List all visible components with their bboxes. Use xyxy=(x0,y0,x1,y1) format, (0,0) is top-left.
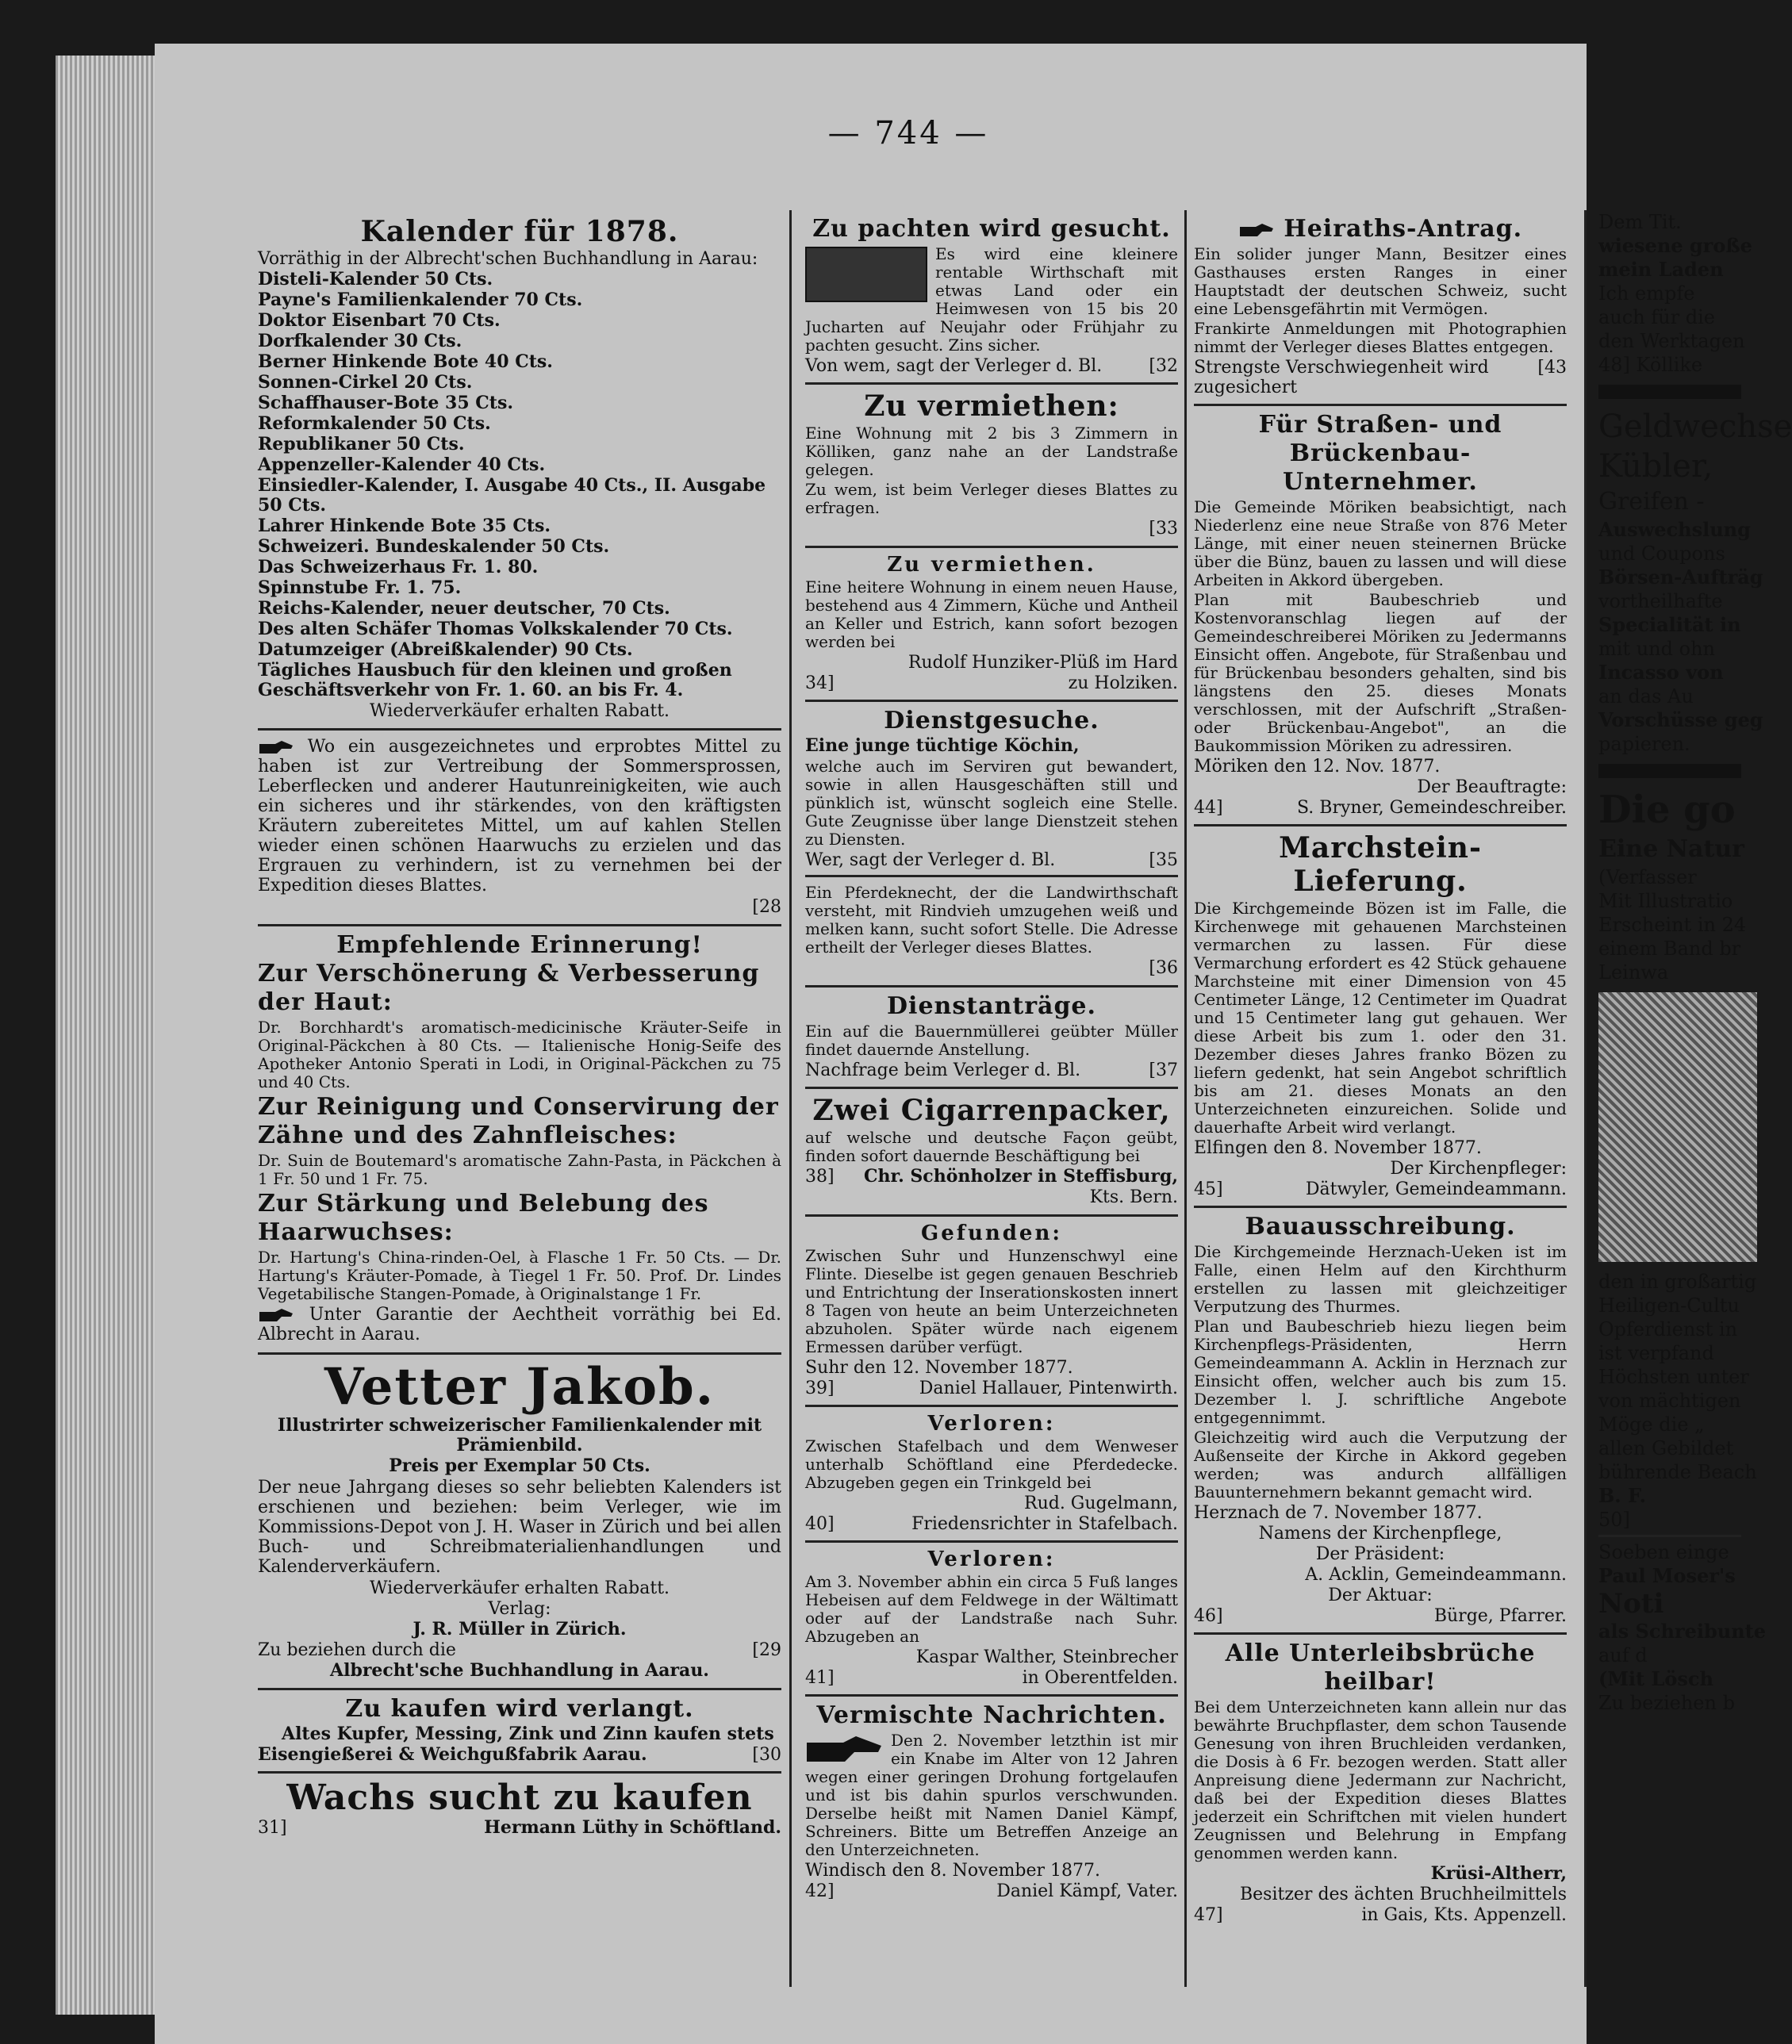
ad-buchhandlung: Albrecht'sche Buchhandlung in Aarau. xyxy=(330,1660,709,1681)
ad-title: Zu vermiethen. xyxy=(887,553,1096,577)
partial-line: und Coupons xyxy=(1598,543,1725,565)
ad-ref: 31] xyxy=(258,1818,287,1838)
ad-title: Bauausschreibung. xyxy=(1245,1213,1516,1241)
ad-title: Zu pachten wird gesucht. xyxy=(812,215,1171,243)
partial-line: Geldwechse xyxy=(1598,408,1792,445)
ad-vermiethen-1 xyxy=(805,385,1178,548)
partial-line: B. F. xyxy=(1598,1484,1646,1507)
ad-ref: [30 xyxy=(752,1745,781,1765)
ad-dienstantraege xyxy=(805,987,1178,1089)
section-text: Dr. Hartung's China-rinden-Oel, à Flasche 1 Fr. 50 Cts. — Dr. Hartung's Kräuter-Pomade, à Tiegel 1 Fr. 50. Prof. Dr. Lindes Vegetabilische Stangen-Pomade, à Originalstange 1 Fr. xyxy=(258,1248,781,1303)
list-item: Des alten Schäfer Thomas Volkskalender 70 Cts. xyxy=(258,619,733,639)
pointing-hand-icon xyxy=(258,739,294,755)
ad-title: Vetter Jakob. xyxy=(324,1357,716,1417)
ad-ref: [28 xyxy=(752,897,781,917)
engraving-illustration xyxy=(1598,992,1757,1262)
list-item: Payne's Familienkalender 70 Cts. xyxy=(258,290,583,310)
ad-text: Zu beziehen durch die xyxy=(258,1640,456,1660)
partial-line: 50] xyxy=(1598,1509,1630,1531)
ad-ref: [43 xyxy=(1537,358,1567,378)
ad-name: Dätwyler, Gemeindeammann. xyxy=(1305,1179,1567,1199)
partial-line: auf d xyxy=(1598,1644,1648,1666)
partial-line: (Verfasser xyxy=(1598,866,1697,888)
ad-firm: Eisengießerei & Weichgußfabrik Aarau. xyxy=(258,1744,647,1765)
ad-title: Wachs sucht zu kaufen xyxy=(286,1777,753,1818)
partial-line: Kübler, xyxy=(1598,448,1713,485)
partial-line: Erscheint in 24 xyxy=(1598,914,1747,936)
ad-title: Marchstein-Lieferung. xyxy=(1279,831,1482,898)
divider xyxy=(1598,764,1741,778)
ad-title: Zwei Cigarrenpacker, xyxy=(812,1094,1171,1127)
ad-strassenbau xyxy=(1194,406,1567,826)
ad-sommersprossen xyxy=(258,731,781,926)
ad-title: Alle Unterleibsbrüche heilbar! xyxy=(1225,1639,1536,1696)
list-item: Sonnen-Cirkel 20 Cts. xyxy=(258,372,473,393)
ad-verloren-2 xyxy=(805,1543,1178,1697)
ad-role: Namens der Kirchenpflege, xyxy=(1258,1524,1502,1544)
ad-text: Wo ein ausgezeichnetes und erprobtes Mittel zu haben ist zur Vertreibung der Sommersprossen, Leberflecken und anderer Hautunreinigkeiten, wie auch ein sicheres und ihr stärkendes, von den kräftigsten Kräutern zubereitetes Mittel, um auf kahlen Stellen wieder einen schönen Haarwuchs zu erzielen und das Ergrauen zu verhindern, ist zu vernehmen bei der Expedition dieses Blattes. xyxy=(258,737,782,895)
list-item: Datumzeiger (Abreißkalender) 90 Cts. xyxy=(258,639,633,660)
ad-ref: 42] xyxy=(805,1881,835,1901)
ad-text: Die Kirchgemeinde Herznach-Ueken ist im Falle, einen Helm auf den Kirchthurm erstellen zu lassen mit gleichzeitiger Verputzung des Thurmes. xyxy=(1194,1242,1567,1316)
ad-footer: Wiederverkäufer erhalten Rabatt. xyxy=(369,701,670,721)
ad-ref: 34] xyxy=(805,673,835,693)
ad-text: Ein Pferdeknecht, der die Landwirthschaft versteht, mit Rindvieh umzugehen weiß und melken kann, sucht sofort Stelle. Die Adresse ertheilt der Verleger dieses Blattes. xyxy=(805,883,1178,957)
ad-ref: [37 xyxy=(1149,1060,1178,1080)
partial-line: Noti xyxy=(1598,1588,1664,1620)
section-heading: Zur Stärkung und Belebung des Haarwuchses: xyxy=(258,1190,709,1246)
ad-name: Krüsi-Altherr, xyxy=(1430,1863,1567,1884)
ad-role: Der Präsident: xyxy=(1315,1544,1445,1564)
list-item: Dorfkalender 30 Cts. xyxy=(258,331,462,351)
ad-name: Daniel Kämpf, Vater. xyxy=(996,1881,1178,1901)
ad-text: Den 2. November letzthin ist mir ein Knabe im Alter von 12 Jahren wegen einer geringen Drohung fortgelaufen und ist bis dahin spurlos verschwunden. Derselbe heißt mit Namen Daniel Kämpf, Schreiners. Bitte um Betreffen Anzeige an den Unterzeichneten. xyxy=(805,1731,1178,1859)
partial-line: vortheilhafte xyxy=(1598,590,1723,612)
ad-text: Unter Garantie der Aechtheit vorräthig bei Ed. Albrecht in Aarau. xyxy=(258,1305,781,1344)
ad-footer: Wer, sagt der Verleger d. Bl. xyxy=(805,850,1056,870)
ad-ref: [35 xyxy=(1149,850,1178,870)
ad-title: Vermischte Nachrichten. xyxy=(816,1701,1167,1729)
column-rule xyxy=(1584,210,1587,1987)
ad-rabatt: Wiederverkäufer erhalten Rabatt. xyxy=(369,1578,670,1598)
ad-title: Zu kaufen wird verlangt. xyxy=(345,1695,694,1723)
partial-line: Greifen - xyxy=(1598,488,1705,516)
ad-place: in Oberentfelden. xyxy=(1022,1668,1178,1688)
partial-line: Ich empfe xyxy=(1598,282,1695,305)
ad-title: Kalender für 1878. xyxy=(360,215,679,248)
ad-ref: 47] xyxy=(1194,1905,1223,1925)
partial-line: Die go xyxy=(1598,788,1736,832)
divider xyxy=(1598,385,1741,399)
section-text: Dr. Borchhardt's aromatisch-medicinische Kräuter-Seife in Original-Päckchen à 80 Cts. — Italienische Honig-Seife des Apotheker Antonio Sperati in Lodi, in Original-Päckchen zu 75 und 40 Cts. xyxy=(258,1018,781,1091)
partial-line: wiesene große xyxy=(1598,234,1752,257)
ad-footer: Nachfrage beim Verleger d. Bl. xyxy=(805,1060,1081,1080)
ad-name: Rud. Gugelmann, xyxy=(1024,1494,1178,1513)
newspaper-page xyxy=(155,44,1792,2044)
ad-date: Suhr den 12. November 1877. xyxy=(805,1358,1073,1378)
column-1 xyxy=(258,210,781,1995)
ad-text: Zwischen Stafelbach und dem Wenweser unterhalb Schöftland eine Pferdedecke. Abzugeben gegen ein Trinkgeld bei xyxy=(805,1436,1178,1492)
ad-place: Friedensrichter in Stafelbach. xyxy=(911,1514,1178,1534)
ad-role: Besitzer des ächten Bruchheilmittels xyxy=(1239,1885,1567,1904)
ad-ref: 40] xyxy=(805,1514,835,1534)
list-item: Reformkalender 50 Cts. xyxy=(258,413,491,434)
pointing-hand-icon xyxy=(258,1307,294,1323)
ad-text: Ein auf die Bauernmüllerei geübter Müller findet dauernde Anstellung. xyxy=(805,1022,1178,1059)
ad-zu-kaufen xyxy=(258,1690,781,1774)
partial-line: Specialität in xyxy=(1598,613,1741,636)
book-page-edges xyxy=(56,56,167,2015)
partial-line: Höchsten unter xyxy=(1598,1366,1749,1388)
ad-text: auf welsche und deutsche Façon geübt, finden sofort dauernde Beschäftigung bei xyxy=(805,1128,1178,1165)
ad-title: Gefunden: xyxy=(921,1221,1062,1245)
list-item: Schweizeri. Bundeskalender 50 Cts. xyxy=(258,536,610,557)
ad-verloren-1 xyxy=(805,1407,1178,1543)
page-number: — 744 — xyxy=(827,115,989,151)
partial-line: den Werktagen xyxy=(1598,330,1745,352)
ad-name: Bürge, Pfarrer. xyxy=(1433,1606,1567,1626)
ad-text: Strengste Verschwiegenheit wird zugesichert xyxy=(1194,358,1489,397)
ad-ref: [32 xyxy=(1149,356,1178,376)
list-item: Spinnstube Fr. 1. 75. xyxy=(258,577,462,598)
ad-role: Der Aktuar: xyxy=(1328,1586,1433,1605)
ad-ref: [36 xyxy=(1149,958,1178,978)
ad-zu-pachten xyxy=(805,210,1178,385)
partial-line: Zu beziehen b xyxy=(1598,1692,1735,1714)
partial-line: Dem Tit. xyxy=(1598,211,1682,233)
partial-line: einem Band br xyxy=(1598,938,1741,960)
section-heading: Zur Verschönerung & Verbesserung der Haut: xyxy=(258,960,760,1016)
ad-text: Altes Kupfer, Messing, Zink und Zinn kaufen stets xyxy=(282,1724,774,1744)
ad-price: Preis per Exemplar 50 Cts. xyxy=(389,1455,650,1476)
ad-subtitle: Illustrirter schweizerischer Familienkalender mit Prämienbild. xyxy=(277,1415,762,1455)
partial-line: den in großartig xyxy=(1598,1271,1757,1293)
partial-line: Soeben einge xyxy=(1598,1541,1729,1563)
partial-line: 48] Köllike xyxy=(1598,354,1703,376)
partial-line: allen Gebildet xyxy=(1598,1437,1734,1459)
list-item: Einsiedler-Kalender, I. Ausgabe 40 Cts., II. Ausgabe 50 Cts. xyxy=(258,475,766,516)
section-heading: Zur Reinigung und Conservirung der Zähne und des Zahnfleisches: xyxy=(258,1093,779,1149)
ad-text: Eine Wohnung mit 2 bis 3 Zimmern in Kölliken, ganz nahe an der Landstraße gelegen. xyxy=(805,424,1178,479)
partial-line: Auswechslung xyxy=(1598,518,1751,541)
list-item: Das Schweizerhaus Fr. 1. 80. xyxy=(258,557,539,577)
list-item: Lahrer Hinkende Bote 35 Cts. xyxy=(258,516,551,536)
pointing-hand-icon xyxy=(805,1733,884,1765)
ad-title: Für Straßen- und Brückenbau-Unternehmer. xyxy=(1258,411,1502,496)
ad-text: Plan mit Baubeschrieb und Kostenvoranschlag liegen auf der Gemeindeschreiberei Möriken zu Jedermanns Einsicht offen. Angebote, für Straßenbau und für Brückenbau besonders gehalten, sind bis längstens den 25. dieses Monats verschlossen, mit der Aufschrift „Straßen- oder Brückenbau-Angebot", an die Baukommission Möriken zu adressiren. xyxy=(1194,590,1567,755)
partial-line: Incasso von xyxy=(1598,661,1724,684)
ad-ref: 41] xyxy=(805,1668,835,1688)
ad-text: Am 3. November abhin ein circa 5 Fuß langes Hebeisen auf dem Feldwege in der Wältimatt oder auf der Landstraße nach Suhr. Abzugeben an xyxy=(805,1572,1178,1646)
ad-role: Der Kirchenpfleger: xyxy=(1390,1159,1567,1179)
column-rule xyxy=(1184,210,1187,1987)
house-illustration xyxy=(805,247,927,302)
ad-title: Verloren: xyxy=(927,1412,1056,1436)
partial-line: (Mit Lösch xyxy=(1598,1667,1713,1690)
ad-name: Chr. Schönholzer in Steffisburg, xyxy=(864,1166,1178,1187)
ad-title: Verloren: xyxy=(927,1547,1056,1571)
partial-line: bührende Beach xyxy=(1598,1461,1757,1483)
list-item: Distelі-Kalender 50 Cts. xyxy=(258,269,493,290)
ad-cigarrenpacker xyxy=(805,1089,1178,1217)
partial-line: Opferdienst in xyxy=(1598,1318,1738,1340)
list-item: Tägliches Hausbuch für den kleinen und großen Geschäftsverkehr von Fr. 1. 60. an bis Fr. 4. xyxy=(258,660,732,700)
ad-text: welche auch im Serviren gut bewandert, sowie in allen Hausgeschäften still und pünklich ist, wünscht sogleich eine Stelle. Gute Zeugnisse über lange Dienstzeit stehen zu Diensten. xyxy=(805,757,1178,849)
partial-line: Eine Natur xyxy=(1598,835,1744,863)
ad-marchstein xyxy=(1194,826,1567,1208)
ad-verlag: Verlag: xyxy=(488,1599,551,1619)
ad-title: Heiraths-Antrag. xyxy=(1284,215,1523,243)
partial-line: Leinwa xyxy=(1598,961,1669,984)
ad-ref: 44] xyxy=(1194,798,1223,818)
column-4-partial xyxy=(1598,210,1792,2034)
ad-wachs xyxy=(258,1774,781,1844)
partial-line: auch für die xyxy=(1598,306,1715,328)
list-item: Berner Hinkende Bote 40 Cts. xyxy=(258,351,553,372)
ad-text: Die Gemeinde Möriken beabsichtigt, nach Niederlenz eine neue Straße von 876 Meter Länge, mit einer neuen steinernen Brücke über die Bünz, bauen zu lassen und will diese Arbeiten in Akkord übergeben. xyxy=(1194,497,1567,589)
ad-name: Hermann Lüthy in Schöftland. xyxy=(484,1817,781,1838)
partial-line: Paul Moser's xyxy=(1598,1564,1736,1587)
column-3 xyxy=(1194,210,1567,1995)
ad-footer: Zu wem, ist beim Verleger dieses Blattes zu erfragen. xyxy=(805,480,1178,517)
ad-text: Die Kirchgemeinde Bözen ist im Falle, die Kirchenwege mit gehauenen Marchsteinen vermarchen zu lassen. Für diese Vermarchung erfordert es 42 Stück gehauene Marchsteine mit einer Dimension von 45 Centimeter Länge, 12 Centimeter im Quadrat und 15 Centimeter lang gut gehauen. Wer diese Arbeit bis zum 1. oder den 31. Dezember dieses Jahres franko Bözen zu liefern gedenkt, hat sein Angebot schriftlich bis am 21. dieses Monats an den Unterzeichneten einzureichen. Solide und dauerhafte Arbeit wird verlangt. xyxy=(1194,899,1567,1137)
ad-place: zu Holziken. xyxy=(1068,673,1178,693)
ad-text: Es wird eine kleinere rentable Wirthschaft mit etwas Land oder ein Heimwesen von 15 bis 20 Jucharten auf Neujahr oder Frühjahr zu pachten gesucht. Zins sicher. xyxy=(805,244,1178,355)
list-item: Schaffhauser-Bote 35 Cts. xyxy=(258,393,514,413)
ad-gefunden xyxy=(805,1217,1178,1407)
ad-name: Kaspar Walther, Steinbrecher xyxy=(915,1647,1178,1667)
ad-footer: Von wem, sagt der Verleger d. Bl. xyxy=(805,356,1103,376)
ad-text: Zwischen Suhr und Hunzenschwyl eine Flinte. Dieselbe ist gegen genauen Beschrieb und Entrichtung der Inserationskosten innert 8 Tagen von heute an beim Unterzeichneten abzuholen. Später würde nach eigenem Ermessen darüber verfügt. xyxy=(805,1246,1178,1356)
partial-line: Börsen-Aufträg xyxy=(1598,566,1763,589)
ad-vetter-jakob xyxy=(258,1355,781,1690)
ad-name: S. Bryner, Gemeindeschreiber. xyxy=(1297,798,1567,818)
ad-role: Der Beauftragte: xyxy=(1417,777,1567,797)
ad-text: Gleichzeitig wird auch die Verputzung der Außenseite der Kirche in Akkord gegeben werden; was andurch allfälligen Bauunternehmern bekannt gemacht wird. xyxy=(1194,1428,1567,1501)
ad-text: Frankirte Anmeldungen mit Photographien nimmt der Verleger dieses Blattes entgegen. xyxy=(1194,319,1567,356)
partial-line: an das Au xyxy=(1598,685,1694,708)
ad-text: Ein solider junger Mann, Besitzer eines Gasthauses ersten Ranges in einer Hauptstadt der deutschen Schweiz, sucht eine Lebensgefährtin mit Vermögen. xyxy=(1194,244,1567,318)
partial-line: Möge die „ xyxy=(1598,1413,1705,1436)
ad-publisher: J. R. Müller in Zürich. xyxy=(413,1619,627,1639)
partial-line: von mächtigen xyxy=(1598,1390,1741,1412)
ad-ref: [33 xyxy=(1149,519,1178,539)
ad-place: Kts. Bern. xyxy=(1089,1187,1178,1207)
partial-line: als Schreibunte xyxy=(1598,1620,1766,1643)
list-item: Republikaner 50 Cts. xyxy=(258,434,465,454)
ad-text: Der neue Jahrgang dieses so sehr beliebten Kalenders ist erschienen und beziehen: beim Verleger, wie im Kommissions-Depot von J. H. Waser in Zürich und bei allen Buch- und Schreibmaterialienhandlungen und Kalenderverkäufern. xyxy=(258,1478,781,1577)
ad-title: Dienstgesuche. xyxy=(884,707,1099,734)
ad-empfehlende-erinnerung xyxy=(258,926,781,1355)
section-text: Dr. Suin de Boutemard's aromatische Zahn-Pasta, in Päckchen à 1 Fr. 50 und 1 Fr. 75. xyxy=(258,1151,781,1188)
ad-text: Plan und Baubeschrieb hiezu liegen beim Kirchenpflegs-Präsidenten, Herrn Gemeindeammann A. Acklin in Herznach zur Einsicht offen, welcher auch bis zum 15. Dezember l. J. schriftliche Angebote entgegennimmt. xyxy=(1194,1317,1567,1427)
column-rule xyxy=(789,210,792,1987)
ad-vermischte-nachrichten xyxy=(805,1697,1178,1908)
ad-bauausschreibung xyxy=(1194,1208,1567,1635)
ad-intro: Vorräthig in der Albrecht'schen Buchhandlung in Aarau: xyxy=(258,249,758,269)
ad-title: Empfehlende Erinnerung! xyxy=(336,931,703,959)
ad-name: A. Acklin, Gemeindeammann. xyxy=(1305,1565,1567,1585)
ad-date: Möriken den 12. Nov. 1877. xyxy=(1194,757,1441,777)
ad-text: Bei dem Unterzeichneten kann allein nur das bewährte Bruchpflaster, dem schon Tausende Genesung von ihren Bruchleiden verdanken, die Dosis à 6 Fr. bezogen werden. Statt aller Anpreisung diene Jedermann zur Nachricht, daß bei der Expedition dieses Blattes jederzeit ein Schriftchen mit vielen hundert Zeugnissen und Belehrung in Empfang genommen werden kann. xyxy=(1194,1697,1567,1862)
ad-name: Daniel Hallauer, Pintenwirth. xyxy=(919,1379,1178,1398)
partial-line: mein Laden xyxy=(1598,258,1724,281)
ad-place: in Gais, Kts. Appenzell. xyxy=(1361,1905,1567,1925)
column-2 xyxy=(805,210,1178,1995)
partial-line: Heiligen-Cultu xyxy=(1598,1294,1740,1317)
ad-date: Windisch den 8. November 1877. xyxy=(805,1861,1100,1881)
ad-date: Herznach de 7. November 1877. xyxy=(1194,1503,1483,1523)
list-item: Appenzeller-Kalender 40 Cts. xyxy=(258,454,546,475)
list-item: Doktor Eisenbart 70 Cts. xyxy=(258,310,501,331)
ad-ref: 46] xyxy=(1194,1606,1223,1626)
ad-date: Elfingen den 8. November 1877. xyxy=(1194,1138,1482,1158)
partial-line: Mit Illustratio xyxy=(1598,890,1733,912)
ad-ref: [29 xyxy=(752,1640,781,1660)
partial-line: mit und ohn xyxy=(1598,638,1715,660)
ad-unterleibsbrueche xyxy=(1194,1635,1567,1931)
partial-line: papieren. xyxy=(1598,733,1690,755)
ad-ref: 39] xyxy=(805,1379,835,1398)
ad-ref: 45] xyxy=(1194,1179,1223,1199)
pointing-hand-icon xyxy=(1238,222,1275,238)
partial-line: ist verpfand xyxy=(1598,1342,1714,1364)
ad-ref: 38] xyxy=(805,1167,835,1187)
ad-vermiethen-2 xyxy=(805,548,1178,702)
ad-title: Dienstanträge. xyxy=(887,992,1096,1020)
ad-name: Rudolf Hunziker-Plüß im Hard xyxy=(908,653,1178,673)
ad-dienstgesuche xyxy=(805,702,1178,987)
ad-text: Eine heitere Wohnung in einem neuen Hause, bestehend aus 4 Zimmern, Küche und Antheil an Keller und Estrich, kann sofort bezogen werden bei xyxy=(805,577,1178,651)
ad-title: Zu vermiethen: xyxy=(864,389,1119,423)
ad-heading: Eine junge tüchtige Köchin, xyxy=(805,735,1080,756)
ad-heirath xyxy=(1194,210,1567,406)
list-item: Reichs-Kalender, neuer deutscher, 70 Cts. xyxy=(258,598,670,619)
partial-line: Vorschüsse geg xyxy=(1598,708,1763,731)
ad-kalender xyxy=(258,210,781,731)
